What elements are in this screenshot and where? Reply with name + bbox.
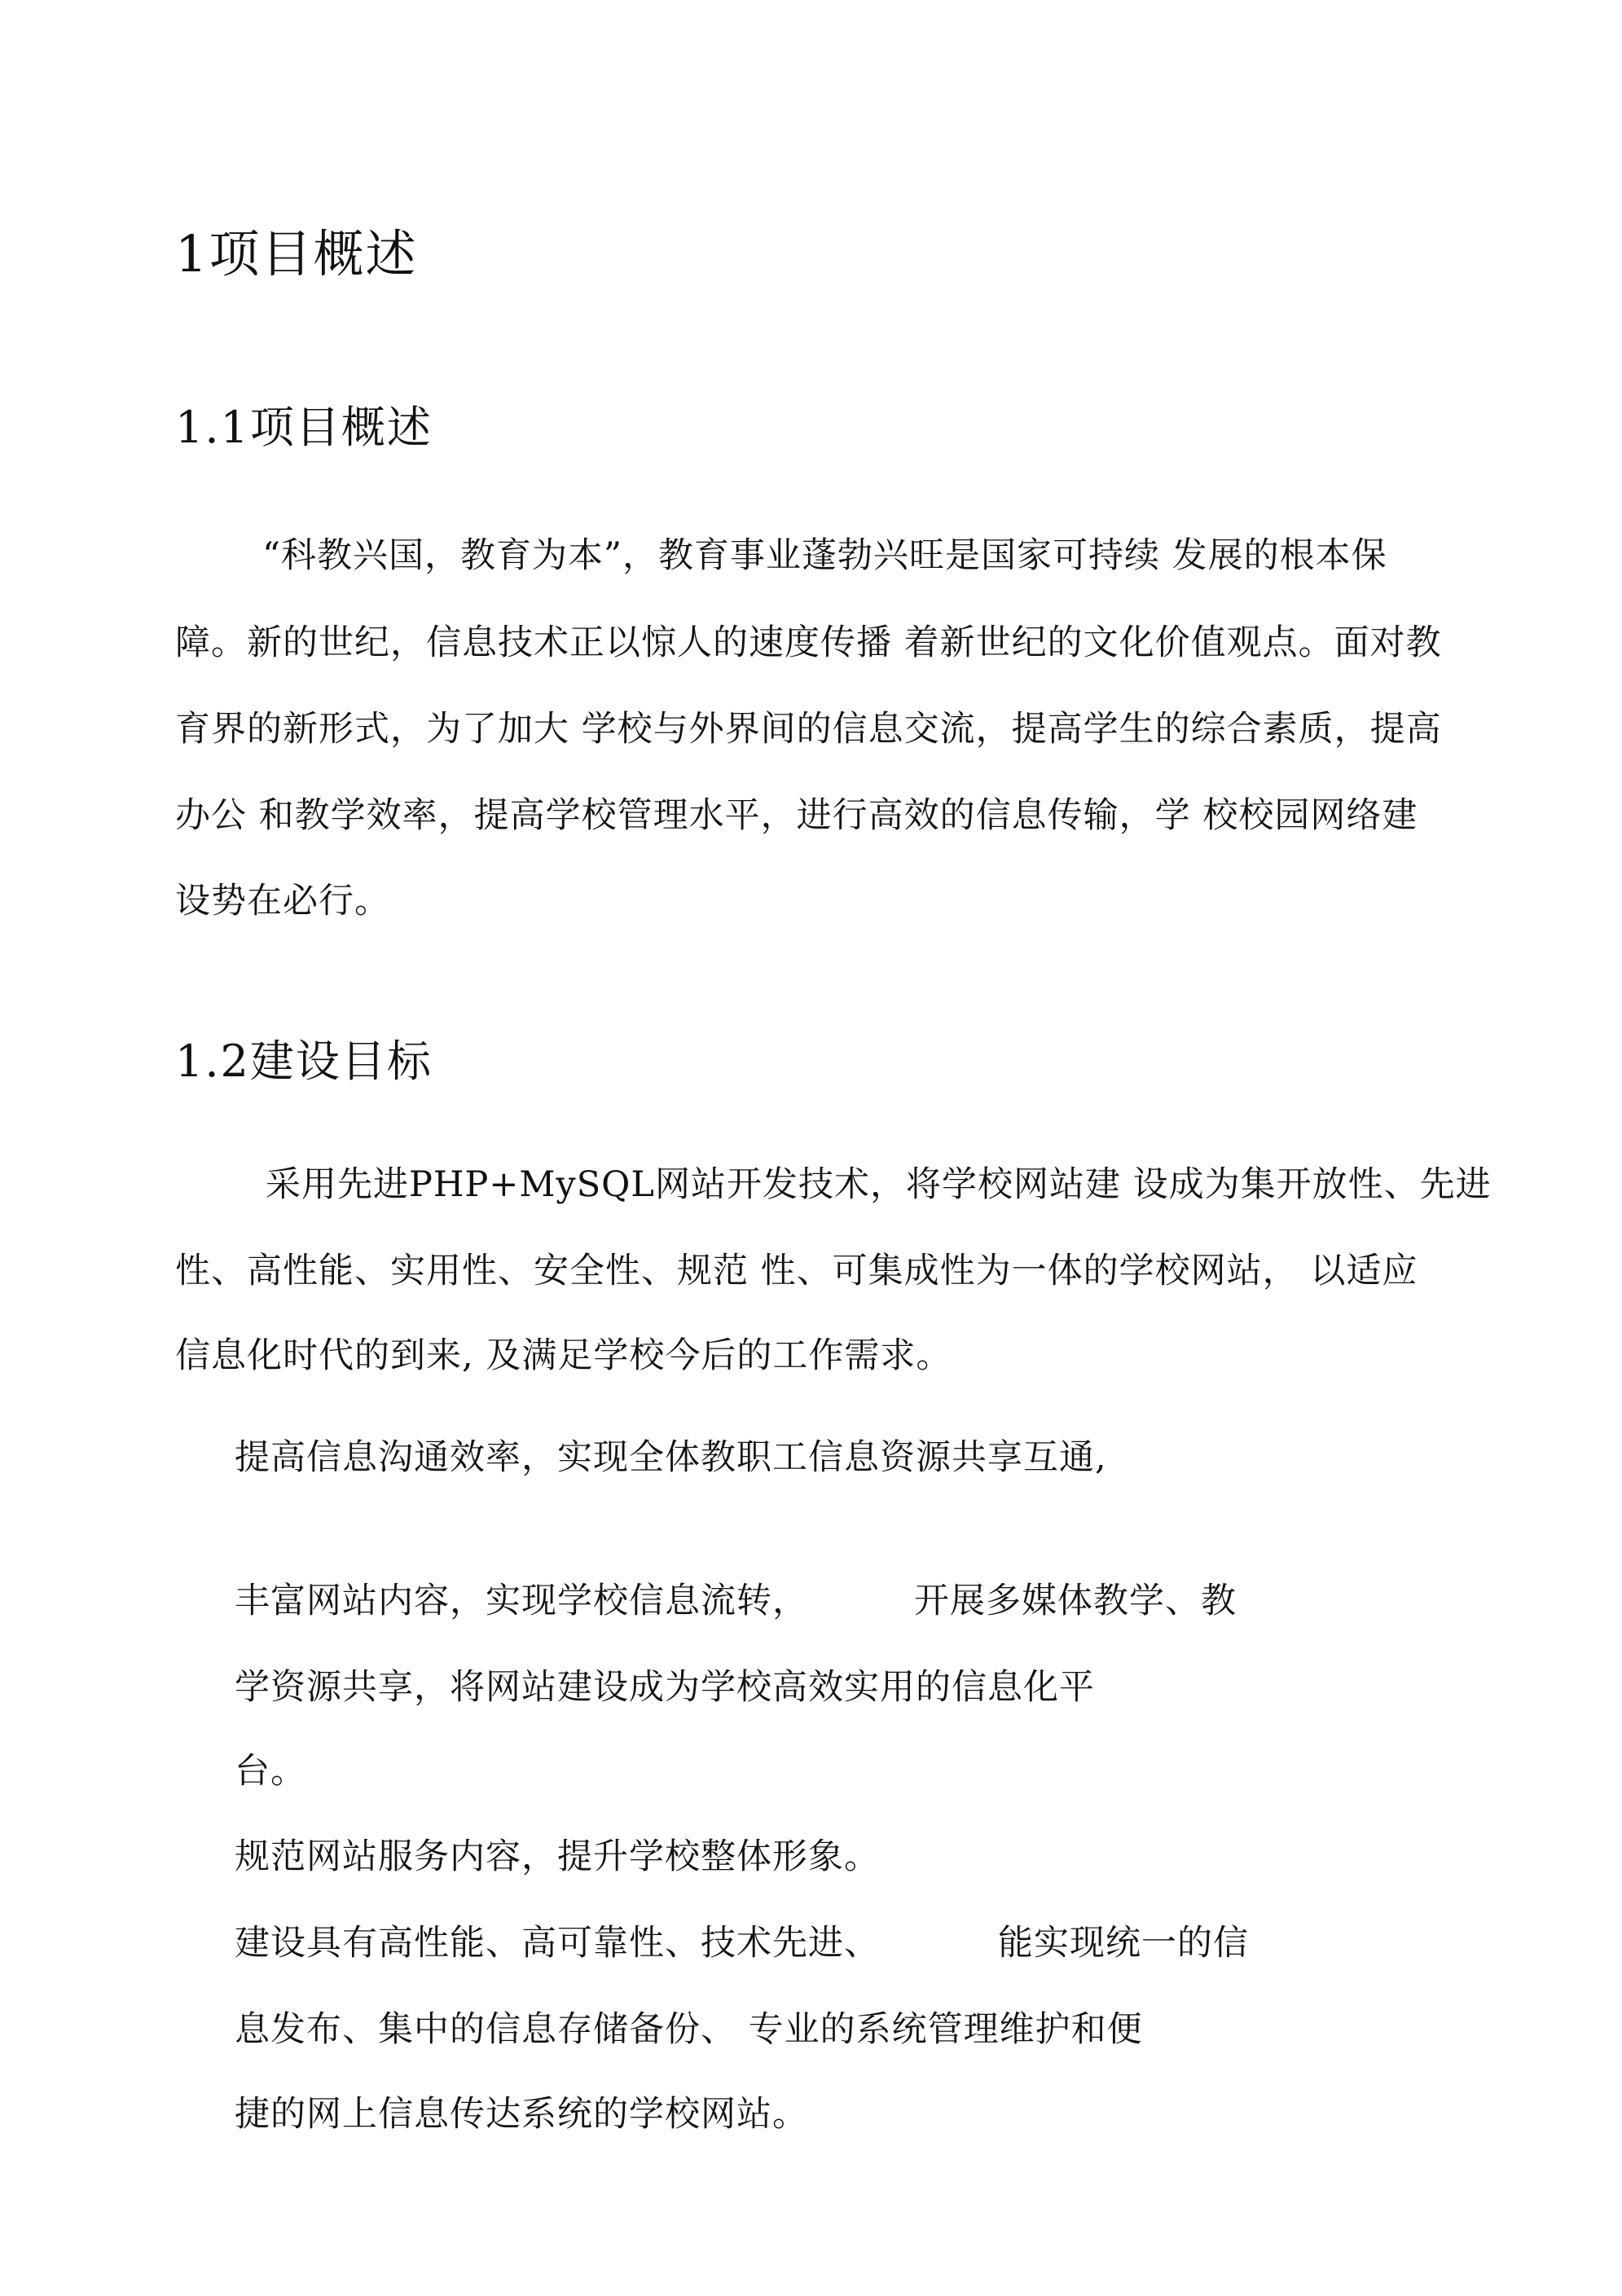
goal-item: 丰富网站内容，实现学校信息流转，: [235, 1581, 808, 1621]
goal-item: 息发布、集中的信息存储备份、 专业的系统管理维护和便: [235, 2009, 1143, 2050]
paragraph-line: 采用先进PHP+MySQL网站开发技术，将学校网站建 设成为集开放性、先进: [266, 1164, 1492, 1205]
paragraph-line: 信息化时代的到来, 及满足学校今后的工作需求。: [175, 1335, 952, 1376]
goal-item: 提高信息沟通效率，实现全体教职工信息资源共享互通,: [235, 1437, 1107, 1478]
paragraph-line: 设势在必行。: [175, 881, 390, 921]
goal-item: 台。: [235, 1751, 306, 1792]
paragraph-line: 障。新的世纪，信息技术正以惊人的速度传播 着新世纪的文化价值观点。面对教: [175, 622, 1442, 663]
section-1-1-title: 1.1项目概述: [175, 402, 433, 453]
goal-item: 开展多媒体教学、教: [914, 1581, 1237, 1621]
goal-item: 能实现统一的信: [998, 1923, 1249, 1964]
goal-item: 建设具有高性能、高可靠性、技术先进、: [235, 1923, 880, 1964]
section-1-2-title: 1.2建设目标: [175, 1036, 433, 1087]
paragraph-line: “科教兴国，教育为本”，教育事业蓬勃兴旺是国家可持续 发展的根本保: [262, 535, 1387, 576]
paragraph-line: 育界的新形式，为了加大 学校与外界间的信息交流，提高学生的综合素质，提高: [175, 709, 1442, 750]
goal-item: 规范网站服务内容，提升学校整体形象。: [235, 1836, 880, 1877]
goal-item: 捷的网上信息传达系统的学校网站。: [235, 2094, 808, 2135]
paragraph-line: 办公 和教学效率，提高学校管理水平，进行高效的信息传输，学 校校园网络建: [175, 795, 1418, 836]
goal-item: 学资源共享，将网站建设成为学校高效实用的信息化平: [235, 1667, 1095, 1708]
chapter-title: 1项目概述: [175, 224, 418, 284]
paragraph-line: 性、高性能、实用性、安全性、规范 性、可集成性为一体的学校网站， 以适应: [175, 1251, 1418, 1291]
